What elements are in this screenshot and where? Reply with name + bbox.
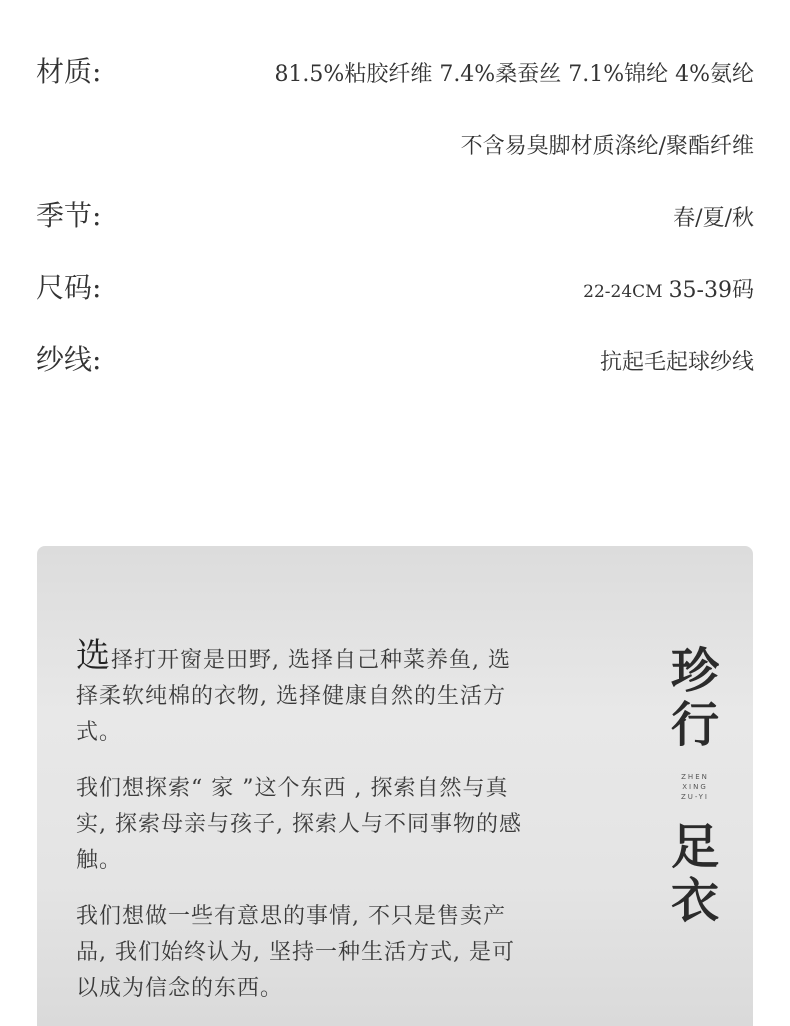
spec-row-material (36, 48, 754, 120)
spec-row-season (36, 192, 754, 264)
brand-logo-char-1: 珍 (670, 643, 719, 699)
spec-value-size-cm: 22-24CM (583, 282, 663, 302)
brand-story-paragraph-3: 我们想做一些有意思的事情, 不只是售卖产品, 我们始终认为, 坚持一种生活方式, 是可以成为信念的东西。 (76, 904, 515, 1001)
brand-story-paragraph-1-text: 择打开窗是田野, 选择自己种菜养鱼, 选择柔软纯棉的衣物, 选择健康自然的生活方式。 (76, 648, 511, 745)
brand-story-card (37, 546, 753, 1026)
spec-label-season: 季节: (36, 199, 102, 232)
brand-logo-pinyin-1: ZHEN (681, 773, 709, 781)
brand-logo-pinyin-2: XING (682, 783, 708, 791)
spec-row-yarn (36, 336, 754, 408)
product-spec-list (36, 48, 754, 408)
spec-label-size: 尺码: (36, 271, 102, 304)
spec-row-material-note (36, 120, 754, 192)
spec-row-size (36, 264, 754, 336)
brand-story-paragraph-2: 我们想探索“ 家 ”这个东西 , 探索自然与真实, 探索母亲与孩子, 探索人与不同事物的感触。 (76, 776, 522, 873)
spec-value-material: 81.5%粘胶纤维 7.4%桑蚕丝 7.1%锦纶 4%氨纶 (274, 62, 754, 87)
brand-logo-char-3: 足 (670, 819, 719, 875)
brand-logo-pinyin-3: ZU-YI (681, 793, 709, 801)
brand-story-paragraph-1 (76, 638, 526, 751)
brand-story-text (76, 638, 526, 1026)
brand-logo (667, 644, 723, 928)
spec-value-season: 春/夏/秋 (673, 206, 754, 231)
spec-value-size-eu: 35-39码 (668, 278, 754, 303)
brand-logo-pinyin (667, 772, 723, 802)
spec-label-yarn: 纱线: (36, 343, 102, 376)
brand-logo-char-4: 衣 (670, 873, 719, 929)
brand-logo-char-2: 行 (670, 697, 719, 753)
spec-value-yarn: 抗起毛起球纱线 (599, 350, 754, 375)
drop-cap: 选 (76, 636, 111, 676)
spec-label-material: 材质: (36, 55, 102, 88)
spec-value-material-note: 不含易臭脚材质涤纶/聚酯纤维 (460, 134, 754, 159)
spec-value-size (583, 276, 754, 307)
